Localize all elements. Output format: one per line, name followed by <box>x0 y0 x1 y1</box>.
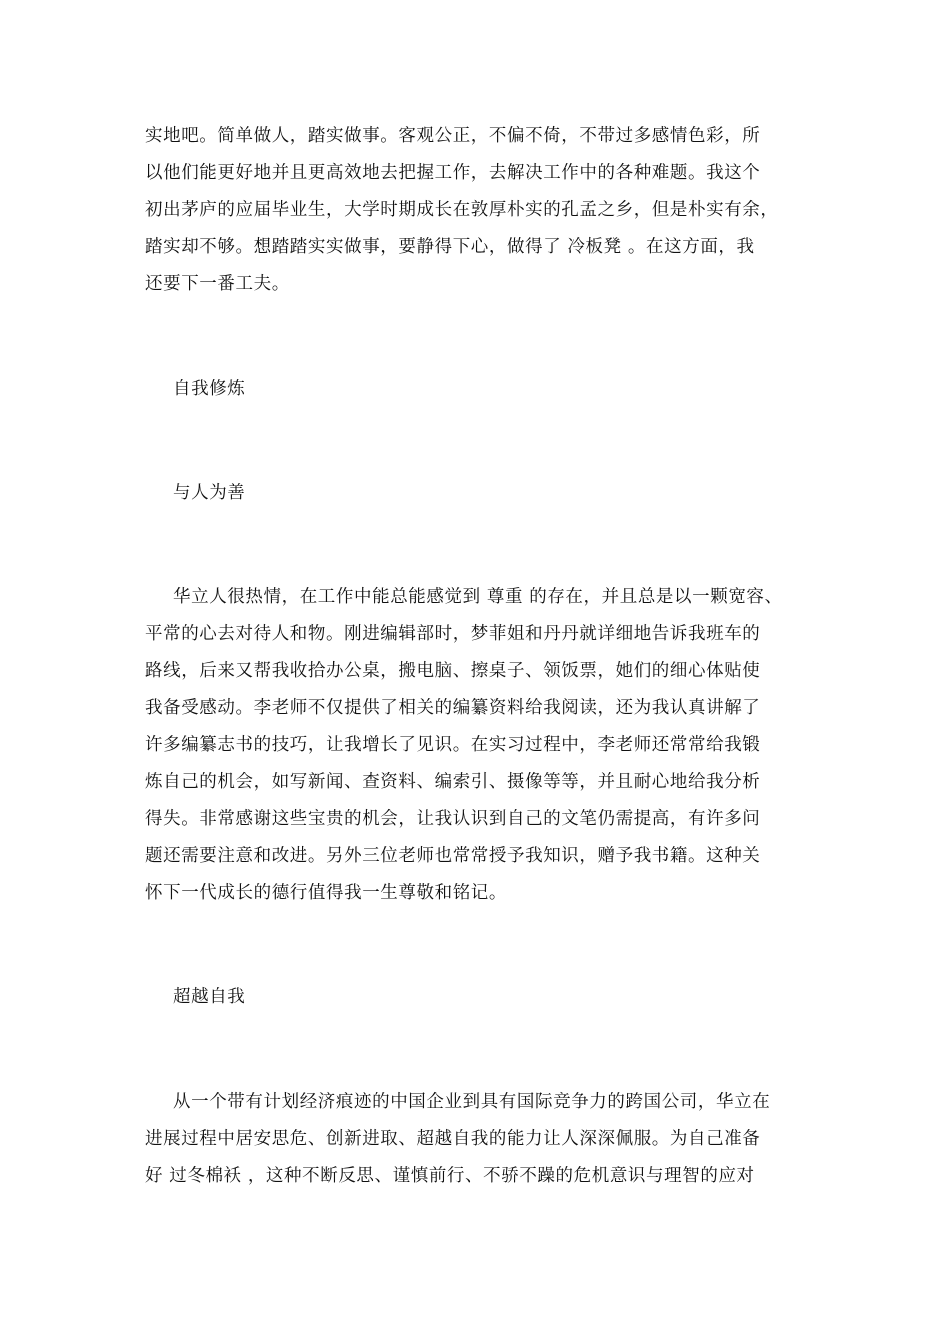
paragraph-1-line-2: 以他们能更好地并且更高效地去把握工作，去解决工作中的各种难题。我这个 <box>145 163 761 183</box>
paragraph-2-line-2: 平常的心去对待人和物。刚进编辑部时，梦菲姐和丹丹就详细地告诉我班车的 <box>145 624 761 644</box>
section-heading-self-cultivation: 自我修炼 <box>173 379 246 399</box>
paragraph-1-line-3: 初出茅庐的应届毕业生，大学时期成长在敦厚朴实的孔孟之乡，但是朴实有余， <box>145 200 779 220</box>
paragraph-1-line-1: 实地吧。简单做人，踏实做事。客观公正，不偏不倚，不带过多感情色彩，所 <box>145 126 761 146</box>
paragraph-2-line-1: 华立人很热情，在工作中能总能感觉到 尊重 的存在，并且总是以一颗宽容、 <box>173 587 783 607</box>
paragraph-2-line-7: 得失。非常感谢这些宝贵的机会，让我认识到自己的文笔仍需提高，有许多问 <box>145 809 761 829</box>
paragraph-1-line-5: 还要下一番工夫。 <box>145 274 290 294</box>
paragraph-1-line-4: 踏实却不够。想踏踏实实做事，要静得下心，做得了 冷板凳 。在这方面，我 <box>145 237 755 257</box>
paragraph-2-line-5: 许多编纂志书的技巧，让我增长了见识。在实习过程中，李老师还常常给我锻 <box>145 735 761 755</box>
paragraph-2-line-9: 怀下一代成长的德行值得我一生尊敬和铭记。 <box>145 883 507 903</box>
paragraph-2-line-4: 我备受感动。李老师不仅提供了相关的编纂资料给我阅读，还为我认真讲解了 <box>145 698 761 718</box>
section-heading-surpass-self: 超越自我 <box>173 987 246 1007</box>
section-heading-be-kind: 与人为善 <box>173 483 246 503</box>
paragraph-2-line-6: 炼自己的机会，如写新闻、查资料、编索引、摄像等等，并且耐心地给我分析 <box>145 772 761 792</box>
paragraph-2-line-3: 路线，后来又帮我收拾办公桌，搬电脑、擦桌子、领饭票，她们的细心体贴使 <box>145 661 761 681</box>
paragraph-3-line-2: 进展过程中居安思危、创新进取、超越自我的能力让人深深佩服。为自己准备 <box>145 1129 761 1149</box>
paragraph-2-line-8: 题还需要注意和改进。另外三位老师也常常授予我知识，赠予我书籍。这种关 <box>145 846 761 866</box>
paragraph-3-line-1: 从一个带有计划经济痕迹的中国企业到具有国际竞争力的跨国公司，华立在 <box>173 1092 771 1112</box>
paragraph-3-line-3: 好 过冬棉袄 ，这种不断反思、谨慎前行、不骄不躁的危机意识与理智的应对 <box>145 1166 755 1186</box>
